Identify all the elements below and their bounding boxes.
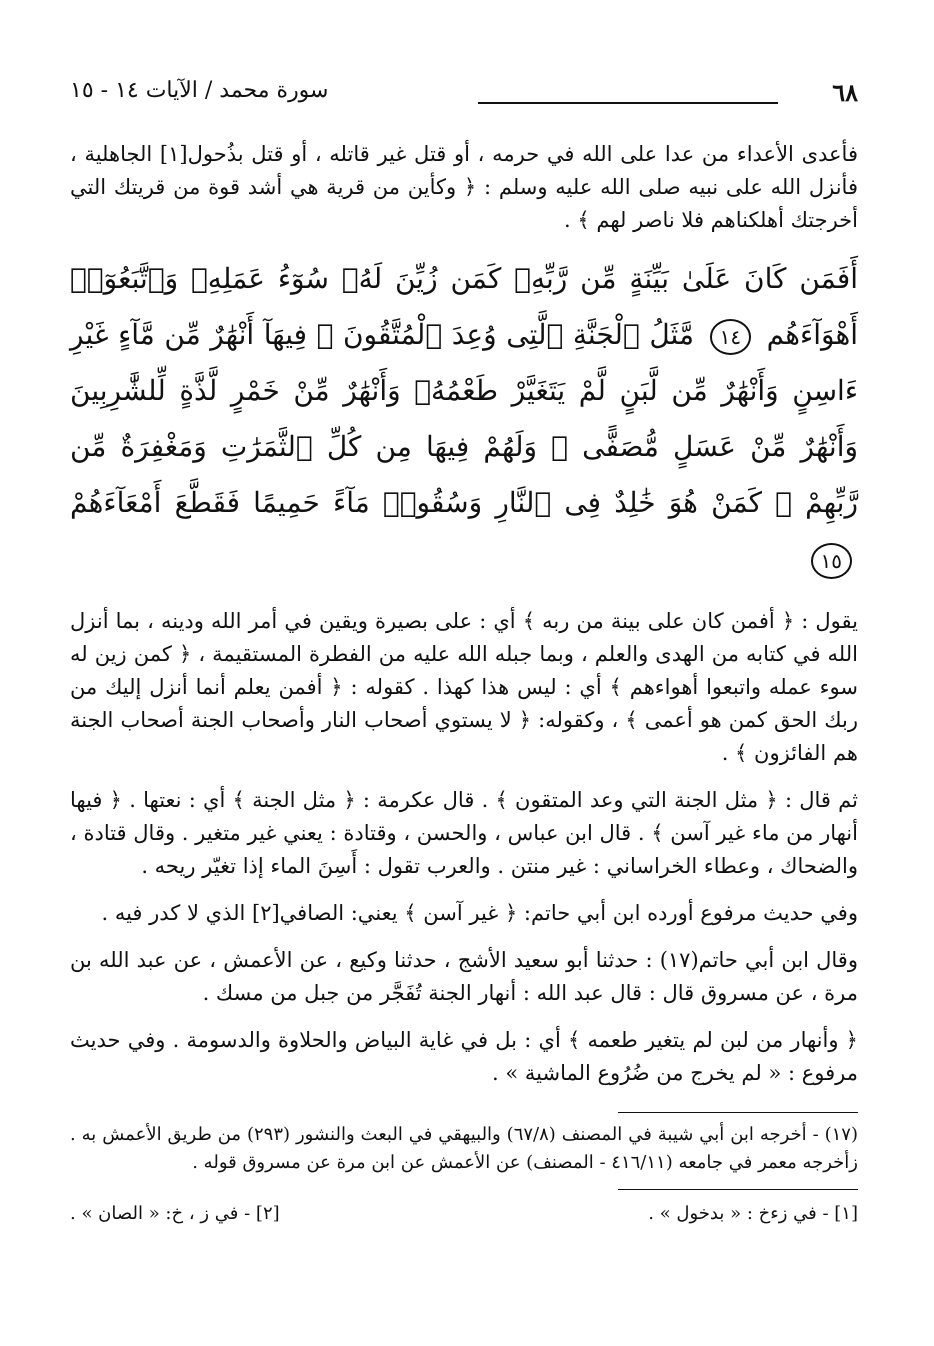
ayah-number-14: ١٤ (710, 319, 751, 355)
paragraph-5: وقال ابن أبي حاتم(١٧) : حدثنا أبو سعيد الأشج ، حدثنا وكيع ، عن الأعمش ، عن عبد الله بن مرة ، عن مسروق قال : قال عبد الله : أنهار الجنة تُفَجَّر من جبل من مسك . (70, 948, 858, 1005)
paragraph-2: يقول : ﴿ أفمن كان على بينة من ربه ﴾ أي : على بصيرة ويقين في أمر الله ودينه ، بما أنزل الله في كتابه من الهدى والعلم ، وبما جبله الله عليه من الفطرة المستقيمة ، ﴿ كمن زين له سوء عمله واتبعوا أهواءهم ﴾ أي : ليس هذا كهذا . كقوله : ﴿ أفمن يعلم أنما أنزل إليك من ربك الحق كمن هو أعمى ﴾ ، وكقوله: ﴿ لا يستوي أصحاب النار وأصحاب الجنة أصحاب الجنة هم الفائزون ﴾ . (70, 609, 858, 765)
running-title: سورة محمد / الآيات ١٤ - ١٥ (70, 78, 329, 103)
footnotes (70, 1112, 858, 1228)
quran-verse-15: مَّثَلُ ٱلْجَنَّةِ ٱلَّتِى وُعِدَ ٱلْمُتَّقُونَ ۖ فِيهَآ أَنْهَٰرٌ مِّن مَّآءٍ غَيْرِ ءَاسِنٍ وَأَنْهَٰرٌ مِّن لَّبَنٍ لَّمْ يَتَغَيَّرْ طَعْمُهُۥ وَأَنْهَٰرٌ مِّنْ خَمْرٍ لَّذَّةٍ لِّلشَّٰرِبِينَ وَأَنْهَٰرٌ مِّنْ عَسَلٍ مُّصَفًّى ۖ وَلَهُمْ فِيهَا مِن كُلِّ ٱلثَّمَرَٰتِ وَمَغْفِرَةٌ مِّن رَّبِّهِمْ ۖ كَمَنْ هُوَ خَٰلِدٌ فِى ٱلنَّارِ وَسُقُوا۟ مَآءً حَمِيمًا فَقَطَّعَ أَمْعَآءَهُمْ (70, 318, 858, 519)
quran-block (70, 251, 858, 587)
main-text (70, 138, 858, 1104)
footnote-1: [١] - في زءخ : « بدخول » . (648, 1203, 858, 1224)
paragraph-1: فأعدى الأعداء من عدا على الله في حرمه ، أو قتل غير قاتله ، أو قتل بذُحول[١] الجاهلية ، فأنزل الله على نبيه صلى الله عليه وسلم : ﴿ وكأين من قرية هي أشد قوة من قريتك التي أخرجتك أهلكناهم فلا ناصر لهم ﴾ . (70, 142, 858, 232)
paragraph-4: وفي حديث مرفوع أورده ابن أبي حاتم: ﴿ غير آسن ﴾ يعني: الصافي[٢] الذي لا كدر فيه . (101, 901, 858, 925)
footnote-rule (618, 1112, 858, 1113)
page-header (70, 78, 858, 118)
paragraph-3: ثم قال : ﴿ مثل الجنة التي وعد المتقون ﴾ . قال عكرمة : ﴿ مثل الجنة ﴾ أي : نعتها . ﴿ فيها أنهار من ماء غير آسن ﴾ . قال ابن عباس ، والحسن ، وقتادة : يعني غير متغير . وقال قتادة ، والضحاك ، وعطاء الخراساني : غير منتن . والعرب تقول : أَسِنَ الماء إذا تغيّر ريحه . (70, 788, 858, 878)
footnote-2: [٢] - في ز ، خ: « الصان » . (70, 1203, 280, 1224)
paragraph-6: ﴿ وأنهار من لبن لم يتغير طعمه ﴾ أي : بل في غاية البياض والحلاوة والدسومة . وفي حديث مرفوع : « لم يخرج من ضُرُوع الماشية » . (70, 1028, 858, 1085)
footnote-rule-2 (618, 1189, 858, 1190)
footnote-row (70, 1200, 858, 1228)
page-number: ٦٨ (832, 78, 858, 107)
quran-verse-14: أَفَمَن كَانَ عَلَىٰ بَيِّنَةٍ مِّن رَّبِّهِۦ كَمَن زُيِّنَ لَهُۥ سُوٓءُ عَمَلِهِۦ وَٱتَّبَعُوٓا۟ أَهْوَآءَهُم (70, 262, 858, 351)
footnote-17: (١٧) - أخرجه ابن أبي شيبة في المصنف (٦٧/٨) والبيهقي في البعث والنشور (٢٩٣) من طريق الأعمش به . زأخرجه معمر في جامعه (٤١٦/١١ - المصنف) عن الأعمش عن ابن مرة عن مسروق قوله . (70, 1124, 858, 1173)
header-rule (478, 102, 778, 104)
ayah-number-15: ١٥ (811, 543, 852, 579)
